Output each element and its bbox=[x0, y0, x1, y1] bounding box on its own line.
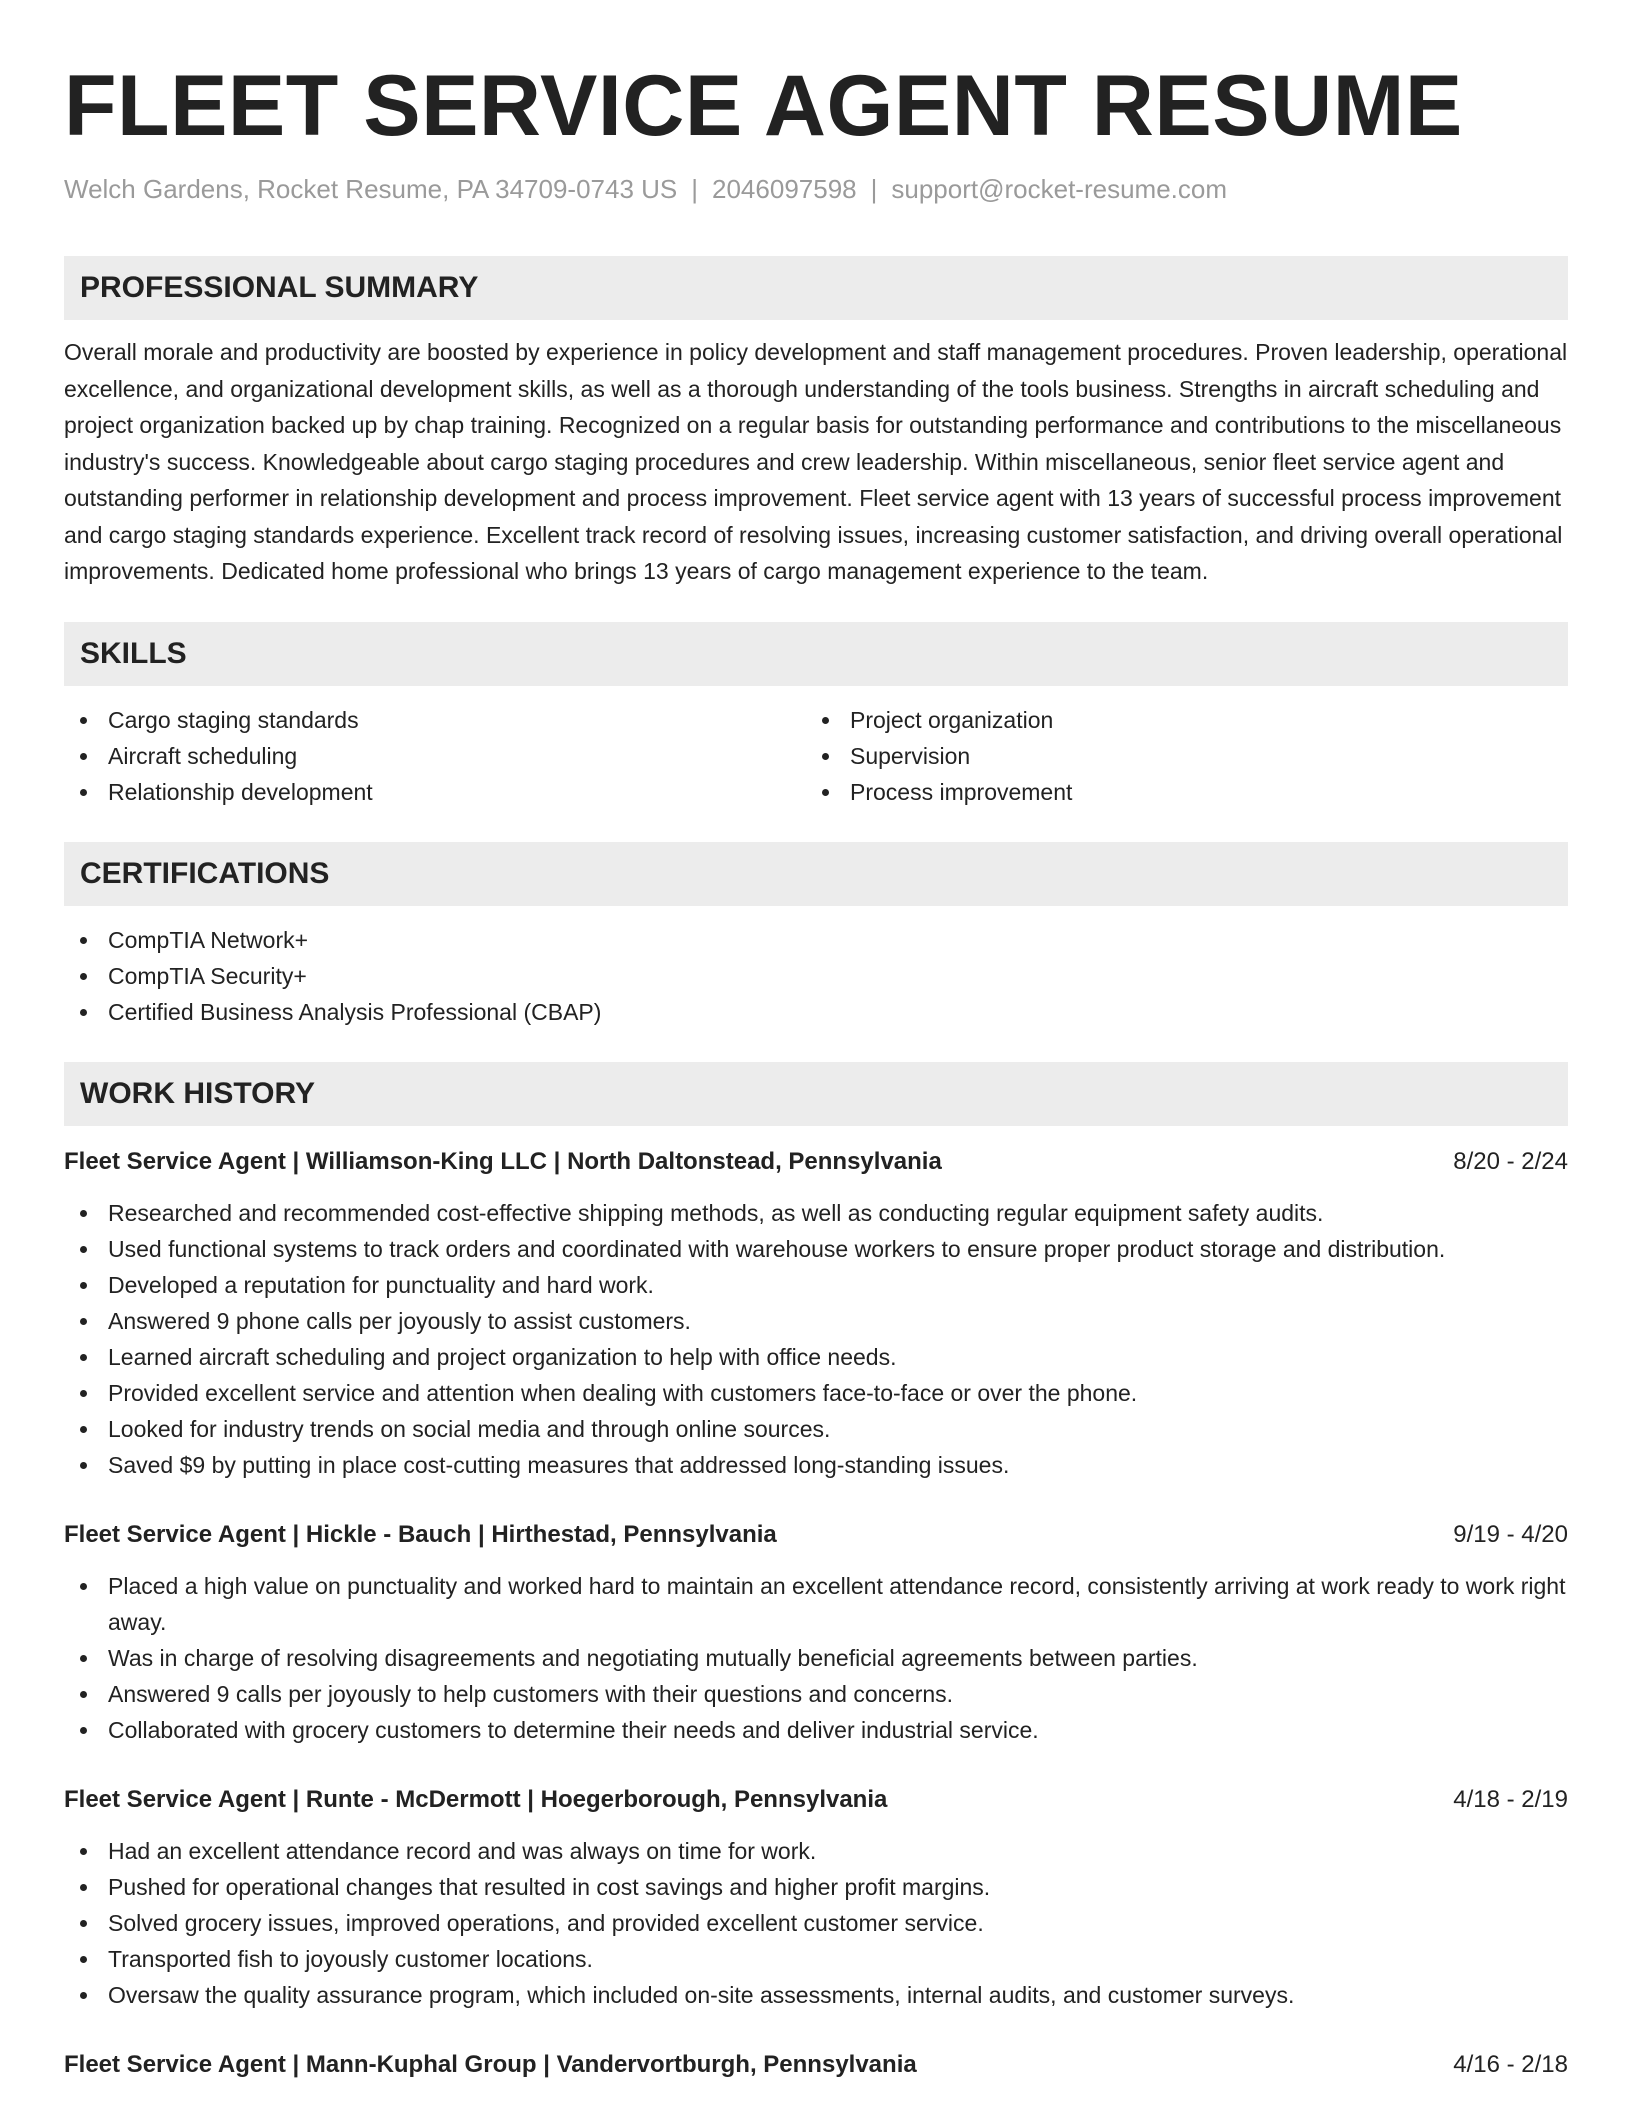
skill-item: Aircraft scheduling bbox=[64, 738, 806, 774]
job-bullet: Transported fish to joyously customer locations. bbox=[64, 1941, 1568, 1977]
job-bullet: Learned aircraft scheduling and project organization to help with office needs. bbox=[64, 1339, 1568, 1375]
job-bullets bbox=[64, 1568, 1568, 1748]
job-dates: 9/19 - 4/20 bbox=[1453, 1520, 1568, 1548]
job-dates: 4/18 - 2/19 bbox=[1453, 1785, 1568, 1813]
job-entry bbox=[64, 1517, 1568, 1748]
summary-text: Overall morale and productivity are boosted by experience in policy development and staff management procedures. Proven leadership, operational excellence, and organizational development skills, as well as a thorough understanding of the tools business. Strengths in aircraft scheduling and project organization backed up by chap training. Recognized on a regular basis for outstanding performance and contributions to the miscellaneous industry's success. Knowledgeable about cargo staging procedures and crew leadership. Within miscellaneous, senior fleet service agent and outstanding performer in relationship development and process improvement. Fleet service agent with 13 years of successful process improvement and cargo staging standards experience. Excellent track record of resolving issues, increasing customer satisfaction, and driving overall operational improvements. Dedicated home professional who brings 13 years of cargo management experience to the team. bbox=[64, 339, 1568, 584]
contact-separator: | bbox=[691, 174, 699, 204]
certifications-section bbox=[64, 842, 1568, 1030]
skills-heading: SKILLS bbox=[80, 636, 187, 670]
contact-address: Welch Gardens, Rocket Resume, PA 34709-0743 US bbox=[64, 174, 678, 204]
job-heading: Fleet Service Agent | Williamson-King LLC | North Daltonstead, Pennsylvania bbox=[64, 1147, 942, 1175]
contact-separator: | bbox=[870, 174, 878, 204]
job-header bbox=[64, 1144, 1568, 1180]
work-history-heading: WORK HISTORY bbox=[80, 1076, 316, 1110]
skill-item: Supervision bbox=[806, 738, 1548, 774]
summary-heading-bar bbox=[64, 256, 1568, 320]
skills-grid bbox=[64, 702, 1568, 810]
job-entry bbox=[64, 1782, 1568, 2013]
job-bullets bbox=[64, 1195, 1568, 1483]
job-bullet: Researched and recommended cost-effective shipping methods, as well as conducting regular equipment safety audits. bbox=[64, 1195, 1568, 1231]
work-history-section bbox=[64, 1062, 1568, 2083]
job-heading: Fleet Service Agent | Runte - McDermott | Hoegerborough, Pennsylvania bbox=[64, 1785, 888, 1813]
job-heading: Fleet Service Agent | Mann-Kuphal Group | Vandervortburgh, Pennsylvania bbox=[64, 2050, 917, 2078]
resume-title: FLEET SERVICE AGENT RESUME bbox=[64, 58, 1463, 154]
job-bullet: Saved $9 by putting in place cost-cutting measures that addressed long-standing issues. bbox=[64, 1447, 1568, 1483]
skills-list-left bbox=[64, 702, 806, 810]
skills-heading-bar bbox=[64, 622, 1568, 686]
job-bullet: Provided excellent service and attention when dealing with customers face-to-face or over the phone. bbox=[64, 1375, 1568, 1411]
job-bullet: Used functional systems to track orders and coordinated with warehouse workers to ensure proper product storage and distribution. bbox=[64, 1231, 1568, 1267]
job-bullet: Oversaw the quality assurance program, which included on-site assessments, internal audits, and customer surveys. bbox=[64, 1977, 1568, 2013]
job-bullet: Answered 9 calls per joyously to help customers with their questions and concerns. bbox=[64, 1676, 1568, 1712]
job-bullet: Placed a high value on punctuality and worked hard to maintain an excellent attendance record, consistently arriving at work ready to work right away. bbox=[64, 1568, 1568, 1640]
job-entry bbox=[64, 2047, 1568, 2083]
work-history-heading-bar bbox=[64, 1062, 1568, 1126]
skill-item: Project organization bbox=[806, 702, 1548, 738]
skills-list-right bbox=[806, 702, 1548, 810]
job-bullet: Pushed for operational changes that resulted in cost savings and higher profit margins. bbox=[64, 1869, 1568, 1905]
certification-item: CompTIA Security+ bbox=[64, 958, 1568, 994]
certification-item: CompTIA Network+ bbox=[64, 922, 1568, 958]
certification-item: Certified Business Analysis Professional (CBAP) bbox=[64, 994, 1568, 1030]
certifications-heading: CERTIFICATIONS bbox=[80, 856, 330, 890]
job-bullet: Looked for industry trends on social media and through online sources. bbox=[64, 1411, 1568, 1447]
job-header bbox=[64, 1782, 1568, 1818]
job-bullet: Collaborated with grocery customers to determine their needs and deliver industrial service. bbox=[64, 1712, 1568, 1748]
job-header bbox=[64, 1517, 1568, 1553]
summary-heading: PROFESSIONAL SUMMARY bbox=[80, 271, 479, 304]
contact-phone: 2046097598 bbox=[712, 174, 857, 204]
skill-item: Relationship development bbox=[64, 774, 806, 810]
job-entry bbox=[64, 1144, 1568, 1483]
job-dates: 4/16 - 2/18 bbox=[1453, 2050, 1568, 2078]
contact-email: support@rocket-resume.com bbox=[891, 174, 1228, 204]
job-bullets bbox=[64, 1833, 1568, 2013]
summary-section bbox=[64, 256, 1568, 590]
certifications-heading-bar bbox=[64, 842, 1568, 906]
job-dates: 8/20 - 2/24 bbox=[1453, 1147, 1568, 1175]
job-bullet: Answered 9 phone calls per joyously to assist customers. bbox=[64, 1303, 1568, 1339]
job-bullet: Developed a reputation for punctuality and hard work. bbox=[64, 1267, 1568, 1303]
job-bullet: Was in charge of resolving disagreements and negotiating mutually beneficial agreements between parties. bbox=[64, 1640, 1568, 1676]
skill-item: Cargo staging standards bbox=[64, 702, 806, 738]
certifications-list bbox=[64, 922, 1568, 1030]
job-bullet: Had an excellent attendance record and was always on time for work. bbox=[64, 1833, 1568, 1869]
job-bullet: Solved grocery issues, improved operations, and provided excellent customer service. bbox=[64, 1905, 1568, 1941]
contact-line bbox=[64, 172, 1568, 206]
skills-section bbox=[64, 622, 1568, 810]
job-heading: Fleet Service Agent | Hickle - Bauch | Hirthestad, Pennsylvania bbox=[64, 1520, 777, 1548]
job-header bbox=[64, 2047, 1568, 2083]
skill-item: Process improvement bbox=[806, 774, 1548, 810]
